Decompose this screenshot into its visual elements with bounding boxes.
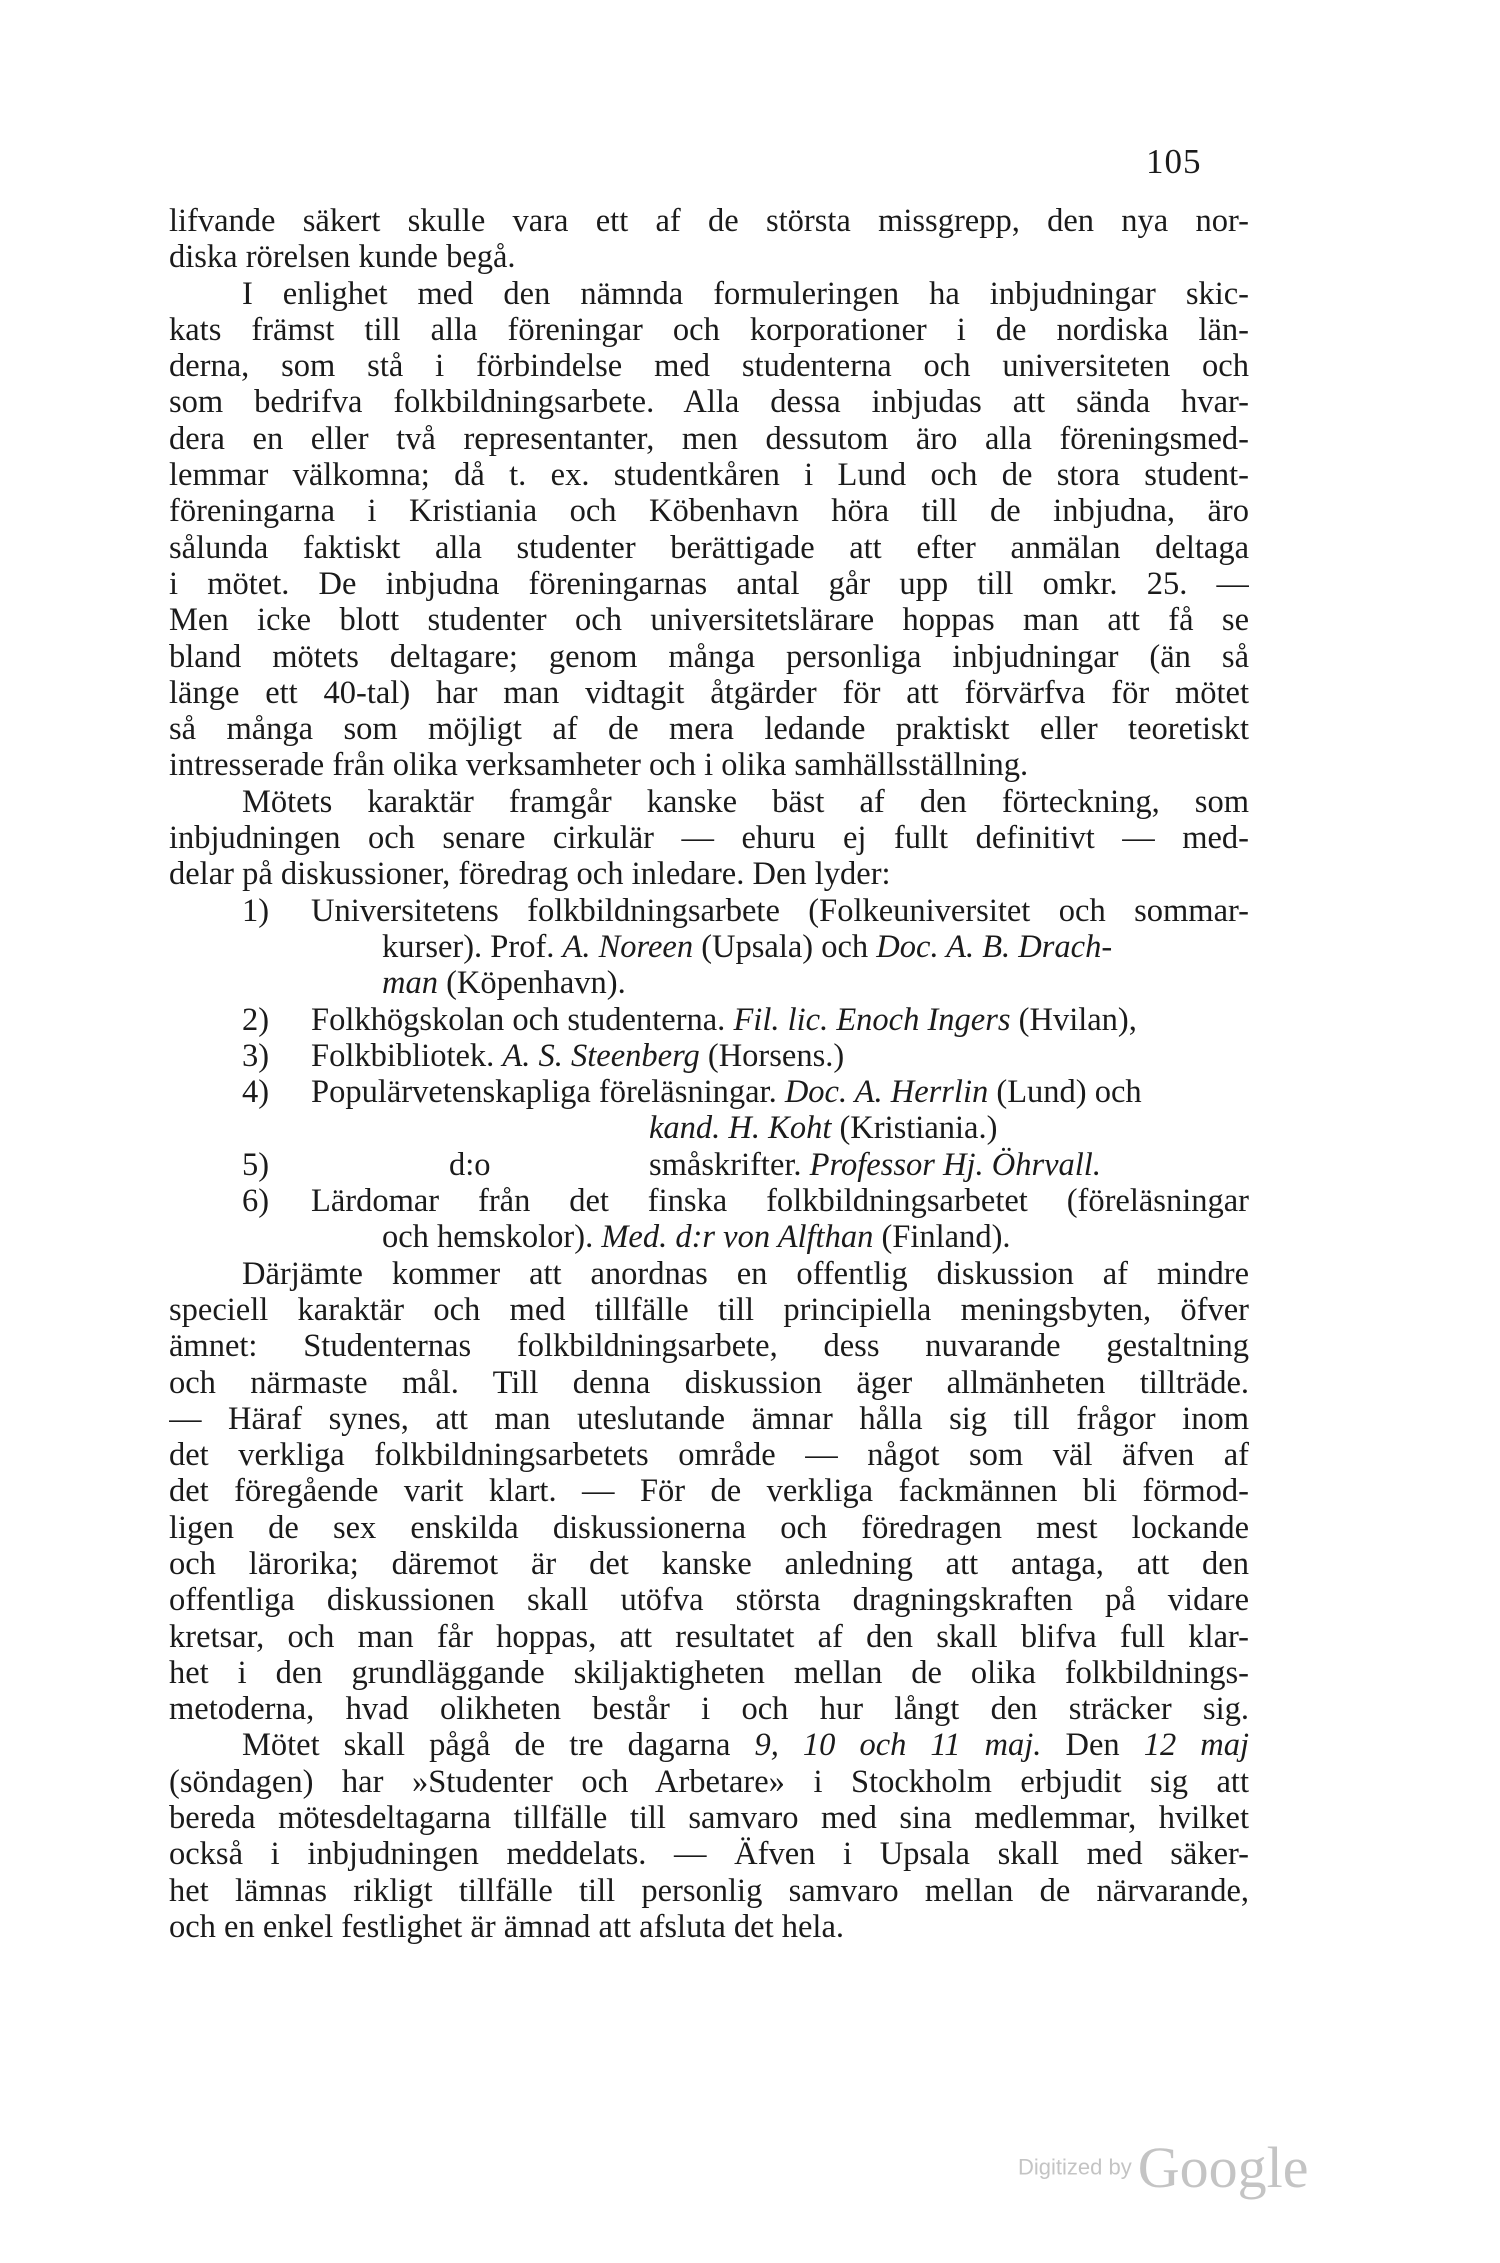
list-text-part: Folkbibliotek. — [311, 1037, 503, 1074]
body-text — [169, 203, 1249, 1945]
text-line: inbjudningen och senare cirkulär — ehuru ej fullt definitivt — med- — [169, 820, 1249, 857]
list-text — [382, 929, 1249, 965]
list-text-part: och hemskolor). — [382, 1219, 602, 1256]
text-line: och lärorika; däremot är det kanske anledning att antaga, att den — [169, 1545, 1249, 1582]
page-number: 105 — [1146, 142, 1202, 181]
author-name: Med. d:r von Alfthan — [601, 1219, 874, 1256]
text-line: länge ett 40-tal) har man vidtagit åtgärder för att förvärfva för mötet — [169, 674, 1249, 711]
text-line: ämnet: Studenternas folkbildningsarbete, dess nuvarande gestaltning — [169, 1328, 1249, 1365]
author-name: Fil. lic. Enoch Ingers — [733, 1001, 1011, 1038]
list-item-1 — [169, 893, 1249, 929]
text-line: dera en eller två representanter, men dessutom äro alla föreningsmed- — [169, 420, 1249, 457]
text-line: lemmar välkomna; då t. ex. studentkåren i Lund och de stora student- — [169, 457, 1249, 494]
list-text-part: småskrifter. — [649, 1146, 810, 1183]
list-text — [311, 1038, 1249, 1074]
ditto-mark: d:o — [449, 1146, 491, 1183]
list-text — [382, 965, 1249, 1001]
paragraph-start — [169, 1727, 1249, 1763]
digitized-watermark — [1018, 2134, 1308, 2201]
list-item-1-cont — [169, 965, 1249, 1001]
text-line: offentliga diskussionen skall utöfva största dragningskraften på vidare — [169, 1582, 1249, 1619]
list-item-1-cont — [169, 929, 1249, 965]
list-number: 5) — [242, 1146, 270, 1183]
text-line: kats främst till alla föreningar och korporationer i de nordiska län- — [169, 311, 1249, 348]
list-number: 3) — [242, 1037, 270, 1074]
text-line: Men icke blott studenter och universitetslärare hoppas man att få se — [169, 602, 1249, 639]
text-line: metoderna, hvad olikheten består i och hur långt den sträcker sig. — [169, 1691, 1249, 1728]
text-line: och närmaste mål. Till denna diskussion äger allmänheten tillträde. — [169, 1364, 1249, 1401]
google-logo: Google — [1137, 2135, 1309, 2200]
list-text-part: (Finland). — [873, 1219, 1011, 1256]
paragraph-start: Mötets karaktär framgår kanske bäst af den förteckning, som — [242, 783, 1249, 820]
text-line: het lämnas rikligt tillfälle till personlig samvaro mellan de närvarande, — [169, 1872, 1249, 1909]
author-name: Doc. A. B. Drach- — [876, 928, 1113, 965]
text-line: lifvande säkert skulle vara ett af de största missgrepp, den nya nor- — [169, 203, 1249, 239]
text-line: ligen de sex enskilda diskussionerna och föredragen mest lockande — [169, 1509, 1249, 1546]
list-text-part: Folkhögskolan och studenterna. — [311, 1001, 734, 1038]
text-line: det verkliga folkbildningsarbetets område — något som väl äfven af — [169, 1437, 1249, 1474]
text-line: och en enkel festlighet är ämnad att afsluta det hela. — [169, 1908, 844, 1945]
list-number: 2) — [242, 1001, 270, 1038]
list-text-part: kurser). Prof. — [382, 928, 563, 965]
text-line: derna, som stå i förbindelse med studenterna och universiteten och — [169, 348, 1249, 385]
date-text: 9, 10 och 11 maj. — [754, 1727, 1042, 1764]
list-text-part: (Kristiania.) — [831, 1110, 998, 1147]
list-text — [382, 1219, 1249, 1255]
list-text-part: (Upsala) och — [693, 928, 877, 965]
text-line: som bedrifva folkbildningsarbete. Alla dessa inbjudas att sända hvar- — [169, 384, 1249, 421]
list-item-4 — [169, 1074, 1249, 1110]
paragraph-start: Därjämte kommer att anordnas en offentlig diskussion af mindre — [242, 1255, 1249, 1292]
list-number: 4) — [242, 1074, 270, 1111]
text-line: det föregående varit klart. — För de verkliga fackmännen bli förmod- — [169, 1473, 1249, 1510]
list-text-part: Populärvetenskapliga föreläsningar. — [311, 1074, 785, 1111]
list-text: Lärdomar från det finska folkbildningsarbetet (föreläsningar — [311, 1183, 1249, 1220]
author-name: man — [382, 965, 438, 1002]
author-name: A. Noreen — [562, 928, 694, 965]
list-number: 1) — [242, 892, 270, 929]
author-name: A. S. Steenberg — [502, 1037, 700, 1074]
list-text-part: (Horsens.) — [699, 1037, 845, 1074]
text-line: också i inbjudningen meddelats. — Äfven i Upsala skall med säker- — [169, 1836, 1249, 1873]
text-line: föreningarna i Kristiania och Köbenhavn höra till de inbjudna, äro — [169, 493, 1249, 530]
list-item-6-cont — [169, 1219, 1249, 1255]
list-item-5 — [169, 1147, 1249, 1183]
text-line: i mötet. De inbjudna föreningarnas antal går upp till omkr. 25. — — [169, 565, 1249, 602]
text-line: delar på diskussioner, föredrag och inledare. Den lyder: — [169, 856, 891, 893]
author-name: kand. H. Koht — [649, 1110, 832, 1147]
list-item-6 — [169, 1183, 1249, 1219]
list-text — [311, 1002, 1249, 1038]
text-line: bereda mötesdeltagarna tillfälle till samvaro med sina medlemmar, hvilket — [169, 1800, 1249, 1837]
text-part: Den — [1041, 1727, 1144, 1764]
list-text — [311, 1074, 1249, 1110]
date-text: 12 maj — [1143, 1727, 1249, 1764]
text-line: bland mötets deltagare; genom många personliga inbjudningar (än så — [169, 638, 1249, 675]
text-line: sålunda faktiskt alla studenter berättigade att efter anmälan deltaga — [169, 529, 1249, 566]
list-text: Universitetens folkbildningsarbete (Folkeuniversitet och sommar- — [311, 892, 1249, 929]
list-text-part: (Hvilan), — [1010, 1001, 1137, 1038]
paragraph-start: I enlighet med den nämnda formuleringen ha inbjudningar skic- — [242, 275, 1249, 312]
list-text-part: (Köpenhavn). — [437, 965, 626, 1002]
list-item-2 — [169, 1002, 1249, 1038]
author-name: Professor Hj. Öhrvall. — [809, 1146, 1101, 1183]
text-line: het i den grundläggande skiljaktigheten mellan de olika folkbildnings- — [169, 1654, 1249, 1691]
list-item-4-cont — [169, 1110, 1249, 1146]
text-line: kretsar, och man får hoppas, att resultatet af den skall blifva full klar- — [169, 1618, 1249, 1655]
list-text — [649, 1147, 1101, 1183]
list-item-3 — [169, 1038, 1249, 1074]
list-number: 6) — [242, 1183, 270, 1220]
watermark-prefix: Digitized by — [1018, 2154, 1132, 2180]
text-line: — Häraf synes, att man uteslutande ämnar hålla sig till frågor inom — [169, 1400, 1249, 1437]
text-line: så många som möjligt af de mera ledande praktiskt eller teoretiskt — [169, 711, 1249, 748]
text-line: (söndagen) har »Studenter och Arbetare» i Stockholm erbjudit sig att — [169, 1763, 1249, 1800]
text-part: Mötet skall pågå de tre dagarna — [242, 1727, 755, 1764]
text-line: diska rörelsen kunde begå. — [169, 239, 516, 276]
list-text-part: (Lund) och — [988, 1074, 1142, 1111]
text-line: speciell karaktär och med tillfälle till principiella meningsbyten, öfver — [169, 1291, 1249, 1328]
author-name: Doc. A. Herrlin — [784, 1074, 989, 1111]
list-text — [649, 1110, 997, 1146]
text-line: intresserade från olika verksamheter och i olika samhällsställning. — [169, 747, 1029, 784]
